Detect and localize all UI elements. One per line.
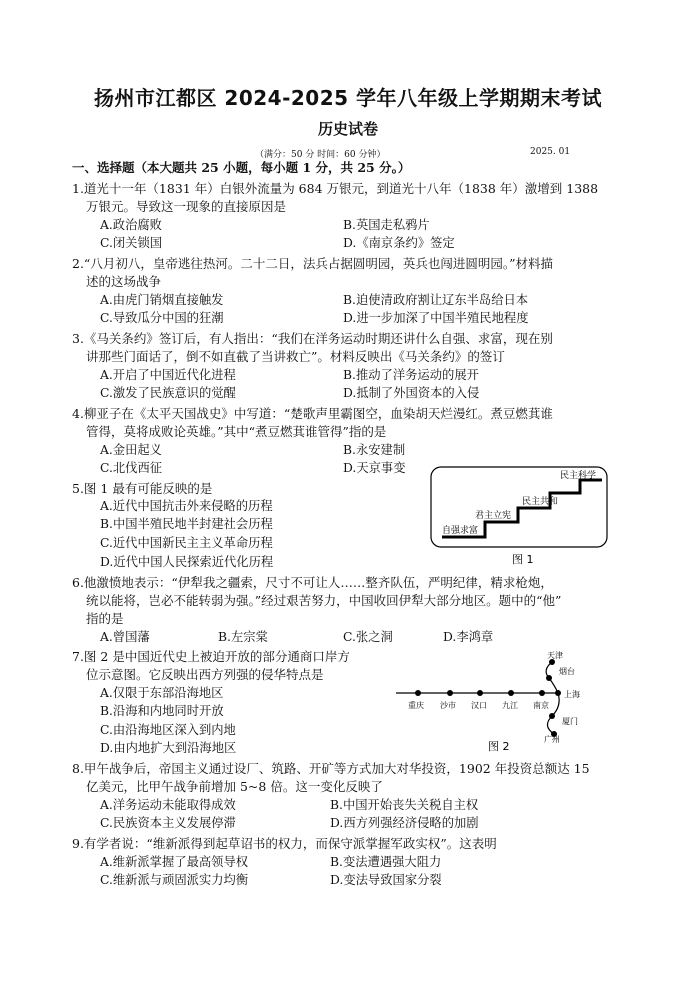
q1-option-b: B.英国走私鸦片	[343, 218, 430, 232]
fig2-label-coastal-5: 广州	[544, 735, 560, 744]
q5-option-b: B.中国半殖民地半封建社会历程	[100, 517, 273, 531]
fig1-step-1: 自强求富	[442, 526, 479, 536]
q5-option-c: C.近代中国新民主主义革命历程	[100, 536, 273, 550]
q8-option-a: A.洋务运动未能取得成效	[100, 798, 236, 812]
q2-stem-1: 2.“八月初八，皇帝逃往热河。二十二日，法兵占据圆明园，英兵也闯进圆明园。”材料描	[72, 256, 553, 271]
q9-stem: 9.有学者说：“维新派得到起草诏书的权力，而保守派掌握军政实权”。这表明	[72, 836, 497, 851]
q3-stem-1: 3.《马关条约》签订后，有人指出：“我们在洋务运动时期还讲什么自强、求富，现在别	[72, 331, 553, 346]
fig2-dot-hankou	[477, 690, 483, 696]
q9-option-b: B.变法遭遇强大阻力	[330, 855, 442, 869]
q3-option-d: D.抵制了外国资本的入侵	[343, 386, 480, 400]
q7-stem-1: 7.图 2 是中国近代史上被迫开放的部分通商口岸方	[72, 649, 350, 664]
fig2-dot-jiujiang	[508, 690, 514, 696]
q7-option-b: B.沿海和内地同时开放	[100, 704, 224, 718]
fig2-label-coastal-1: 天津	[547, 651, 563, 660]
fig1-step-4: 民主科学	[560, 471, 597, 481]
q8-option-c: C.民族资本主义发展停滞	[100, 816, 236, 830]
q7-option-a: A.仅限于东部沿海地区	[100, 686, 224, 700]
q5-option-d: D.近代中国人民探索近代化历程	[100, 555, 274, 569]
q3-option-c: C.激发了民族意识的觉醒	[100, 386, 236, 400]
q3-option-b: B.推动了洋务运动的展开	[343, 368, 479, 382]
q1-option-c: C.闭关锁国	[100, 236, 163, 250]
q2-stem-2: 述的这场战争	[86, 274, 162, 289]
q8-stem-2: 亿美元，比甲午战争前增加 5~8 倍。这一变化反映了	[86, 779, 383, 794]
fig2-dot-shanghai	[555, 690, 561, 696]
fig2-label-inland-1: 重庆	[408, 701, 424, 710]
fig2-label-coastal-2: 烟台	[559, 667, 575, 676]
q4-option-d: D.天京事变	[343, 461, 406, 475]
q6-option-c: C.张之洞	[343, 630, 393, 644]
q5-stem: 5.图 1 最有可能反映的是	[72, 481, 213, 496]
q4-option-b: B.永安建制	[343, 443, 406, 457]
q4-option-c: C.北伐西征	[100, 461, 163, 475]
q8-option-d: D.西方列强经济侵略的加剧	[330, 816, 479, 830]
q6-stem-2: 统以能将，岂必不能转弱为强。”经过艰苦努力，中国收回伊犁大部分地区。题中的“他”	[86, 593, 562, 608]
exam-title: 扬州市江都区 2024-2025 学年八年级上学期期末考试	[93, 86, 603, 110]
q6-option-a: A.曾国藩	[100, 630, 150, 644]
q7-option-d: D.由内地扩大到沿海地区	[100, 741, 237, 755]
q4-option-a: A.金田起义	[100, 443, 162, 457]
q7-option-c: C.由沿海地区深入到内地	[100, 723, 236, 737]
q6-option-d: D.李鸿章	[443, 630, 494, 644]
q4-stem-2: 管得，莫将成败论英雄。”其中“煮豆燃萁谁管得”指的是	[86, 424, 387, 439]
fig2-dot-nanjing	[539, 690, 545, 696]
q6-stem-3: 指的是	[86, 611, 124, 626]
fig2-label-inland-3: 汉口	[471, 701, 487, 710]
fig1-caption: 图 1	[512, 553, 534, 566]
fig2-label-inland-2: 沙市	[440, 701, 456, 710]
figure-2	[392, 646, 602, 754]
fig2-dot-chongqing	[415, 690, 421, 696]
fig2-dot-shashi	[447, 690, 453, 696]
q4-stem-1: 4.柳亚子在《太平天国战史》中写道：“楚歌声里霸图空，血染胡天烂漫红。煮豆燃萁谁	[72, 406, 553, 421]
fig1-step-2: 君主立宪	[475, 511, 512, 521]
fig2-label-coastal-3: 上海	[564, 690, 580, 699]
q3-option-a: A.开启了中国近代化进程	[100, 368, 236, 382]
q2-option-b: B.迫使清政府割让辽东半岛给日本	[343, 293, 529, 307]
q1-stem-1: 1.道光十一年（1831 年）白银外流量为 684 万银元，到道光十八年（1838 年）激增到 1388	[72, 181, 599, 196]
q9-option-d: D.变法导致国家分裂	[330, 873, 442, 887]
q8-option-b: B.中国开始丧失关税自主权	[330, 798, 479, 812]
q3-stem-2: 讲那些门面话了，倒不如直截了当讲救亡”。材料反映出《马关条约》的签订	[86, 349, 505, 364]
fig1-step-3: 民主共和	[522, 497, 559, 507]
fig2-label-inland-5: 南京	[533, 701, 549, 710]
exam-info: （满分：50 分 时间：60 分钟）	[255, 150, 386, 160]
q9-option-a: A.维新派掌握了最高领导权	[100, 855, 249, 869]
q7-stem-2: 位示意图。它反映出西方列强的侵华特点是	[86, 667, 324, 682]
q9-option-c: C.维新派与顽固派实力均衡	[100, 873, 249, 887]
q2-option-d: D.进一步加深了中国半殖民地程度	[343, 311, 529, 325]
q2-option-a: A.由虎门销烟直接触发	[100, 293, 224, 307]
fig2-caption: 图 2	[488, 740, 510, 753]
q1-option-a: A.政治腐败	[100, 218, 162, 232]
q1-stem-2: 万银元。导致这一现象的直接原因是	[86, 199, 287, 214]
q6-stem-1: 6.他激愤地表示：“伊犁我之疆索，尺寸不可让人……整齐队伍，严明纪律，精求枪炮，	[72, 575, 553, 590]
q8-stem-1: 8.甲午战争后，帝国主义通过设厂、筑路、开矿等方式加大对华投资，1902 年投资总额达 15	[72, 761, 590, 776]
q6-option-b: B.左宗棠	[218, 630, 268, 644]
q1-option-d: D.《南京条约》签定	[343, 236, 455, 250]
exam-subtitle: 历史试卷	[317, 120, 378, 138]
section-heading: 一、选择题（本大题共 25 小题，每小题 1 分，共 25 分。）	[72, 160, 411, 175]
fig2-dot-xiamen	[549, 713, 555, 719]
q2-option-c: C.导致瓜分中国的狂潮	[100, 311, 224, 325]
figure-1	[430, 466, 610, 570]
q5-option-a: A.近代中国抗击外来侵略的历程	[100, 499, 273, 513]
fig2-dot-yantai	[546, 675, 552, 681]
exam-date: 2025. 01	[530, 147, 571, 157]
fig2-label-inland-4: 九江	[502, 701, 518, 710]
fig2-label-coastal-4: 厦门	[562, 717, 578, 726]
